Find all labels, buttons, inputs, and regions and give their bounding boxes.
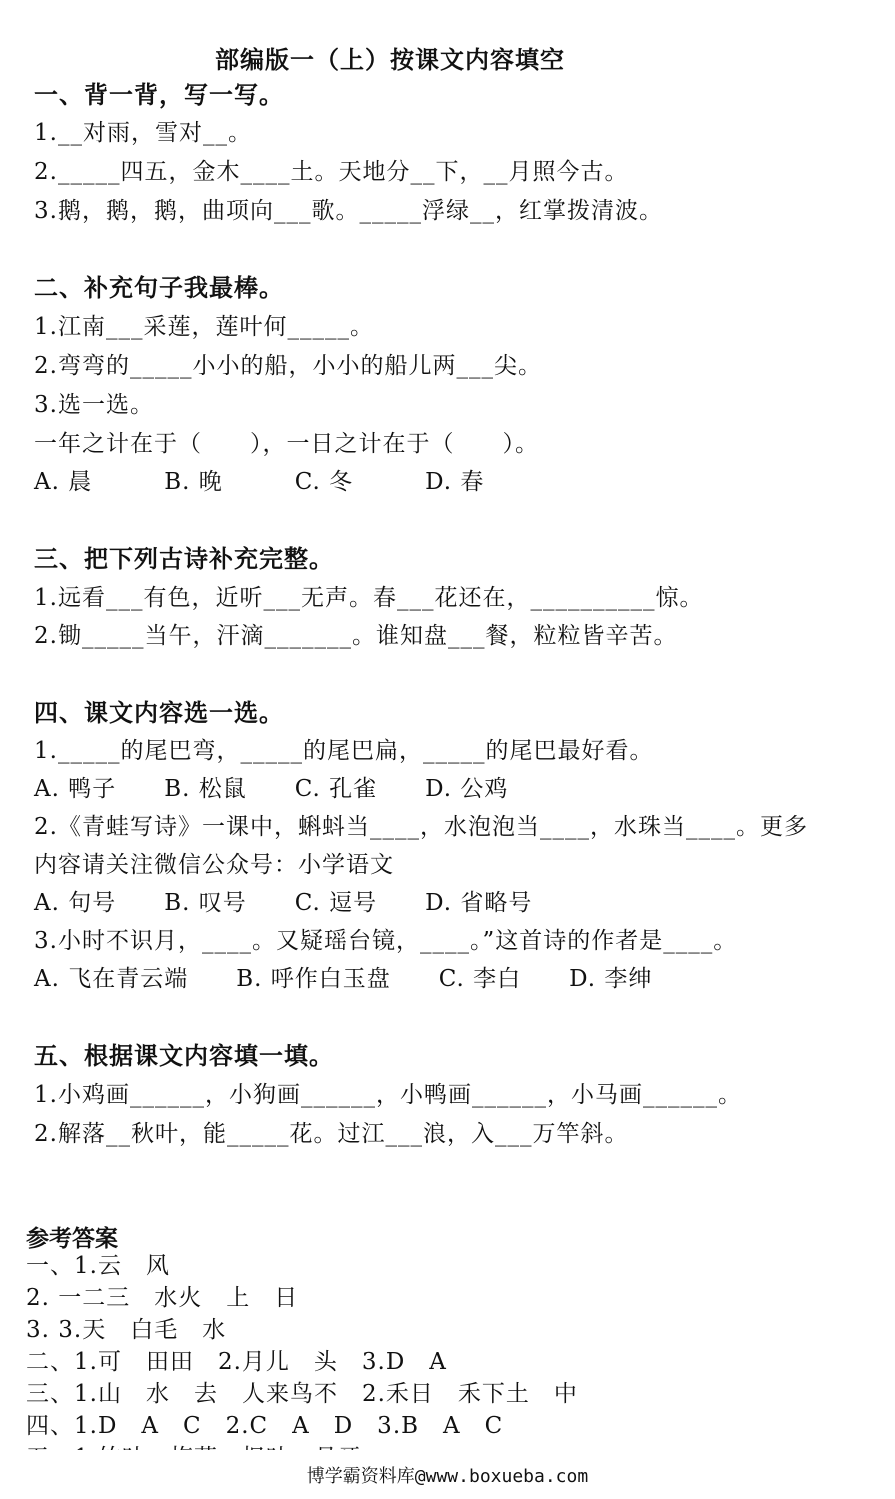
section-4-line-3: 2.《青蛙写诗》一课中，蝌蚪当____，水泡泡当____，水珠当____。更多	[34, 814, 808, 840]
section-2-line-2: 2.弯弯的_____小小的船，小小的船儿两___尖。	[34, 353, 542, 379]
section-2-line-5: A. 晨 B. 晚 C. 冬 D. 春	[34, 469, 485, 495]
answer-line-5: 三、1.山 水 去 人来鸟不 2.禾日 禾下土 中	[26, 1381, 578, 1407]
section-1-heading: 一、背一背，写一写。	[34, 80, 284, 109]
section-4-line-5: A. 句号 B. 叹号 C. 逗号 D. 省略号	[34, 890, 533, 916]
section-5-line-1: 1.小鸡画______，小狗画______，小鸭画______，小马画______。	[34, 1082, 742, 1108]
answers-title: 参考答案	[26, 1225, 118, 1252]
answer-line-6: 四、1.D A C 2.C A D 3.B A C	[26, 1413, 504, 1439]
section-2-line-1: 1.江南___采莲，莲叶何_____。	[34, 314, 374, 340]
section-2-heading: 二、补充句子我最棒。	[34, 273, 284, 302]
section-3-line-2: 2.锄_____当午，汗滴_______。谁知盘___餐，粒粒皆辛苦。	[34, 623, 678, 649]
section-4-line-2: A. 鸭子 B. 松鼠 C. 孔雀 D. 公鸡	[34, 776, 509, 802]
section-4-line-4: 内容请关注微信公众号：小学语文	[34, 852, 394, 878]
section-3-line-1: 1.远看___有色，近听___无声。春___花还在，__________惊。	[34, 585, 704, 611]
section-1-line-2: 2._____四五，金木____土。天地分__下，__月照今古。	[34, 159, 629, 185]
section-3-heading: 三、把下列古诗补充完整。	[34, 544, 334, 573]
section-1-line-1: 1.__对雨，雪对__。	[34, 120, 252, 146]
section-2-line-4: 一年之计在于（ ），一日之计在于（ ）。	[34, 431, 539, 457]
answer-line-4: 二、1.可 田田 2.月儿 头 3.D A	[26, 1349, 447, 1375]
section-4-heading: 四、课文内容选一选。	[34, 698, 284, 727]
section-4-line-7: A. 飞在青云端 B. 呼作白玉盘 C. 李白 D. 李绅	[34, 966, 653, 992]
section-2-line-3: 3.选一选。	[34, 392, 154, 418]
page-title: 部编版一（上）按课文内容填空	[215, 45, 565, 74]
answer-line-1: 一、1.云 风	[26, 1253, 170, 1279]
section-1-line-3: 3.鹅，鹅，鹅，曲项向___歌。_____浮绿__，红掌拨清波。	[34, 198, 663, 224]
section-5-heading: 五、根据课文内容填一填。	[34, 1041, 334, 1070]
answer-line-2: 2. 一二三 水火 上 日	[26, 1285, 299, 1311]
answer-line-3: 3. 3.天 白毛 水	[26, 1317, 227, 1343]
section-4-line-1: 1._____的尾巴弯，_____的尾巴扁，_____的尾巴最好看。	[34, 738, 654, 764]
section-4-line-6: 3.小时不识月，____。又疑瑶台镜，____。”这首诗的作者是____。	[34, 928, 738, 954]
footer-watermark: 博学霸资料库@www.boxueba.com	[306, 1466, 589, 1487]
section-5-line-2: 2.解落__秋叶，能_____花。过江___浪，入___万竿斜。	[34, 1121, 629, 1147]
